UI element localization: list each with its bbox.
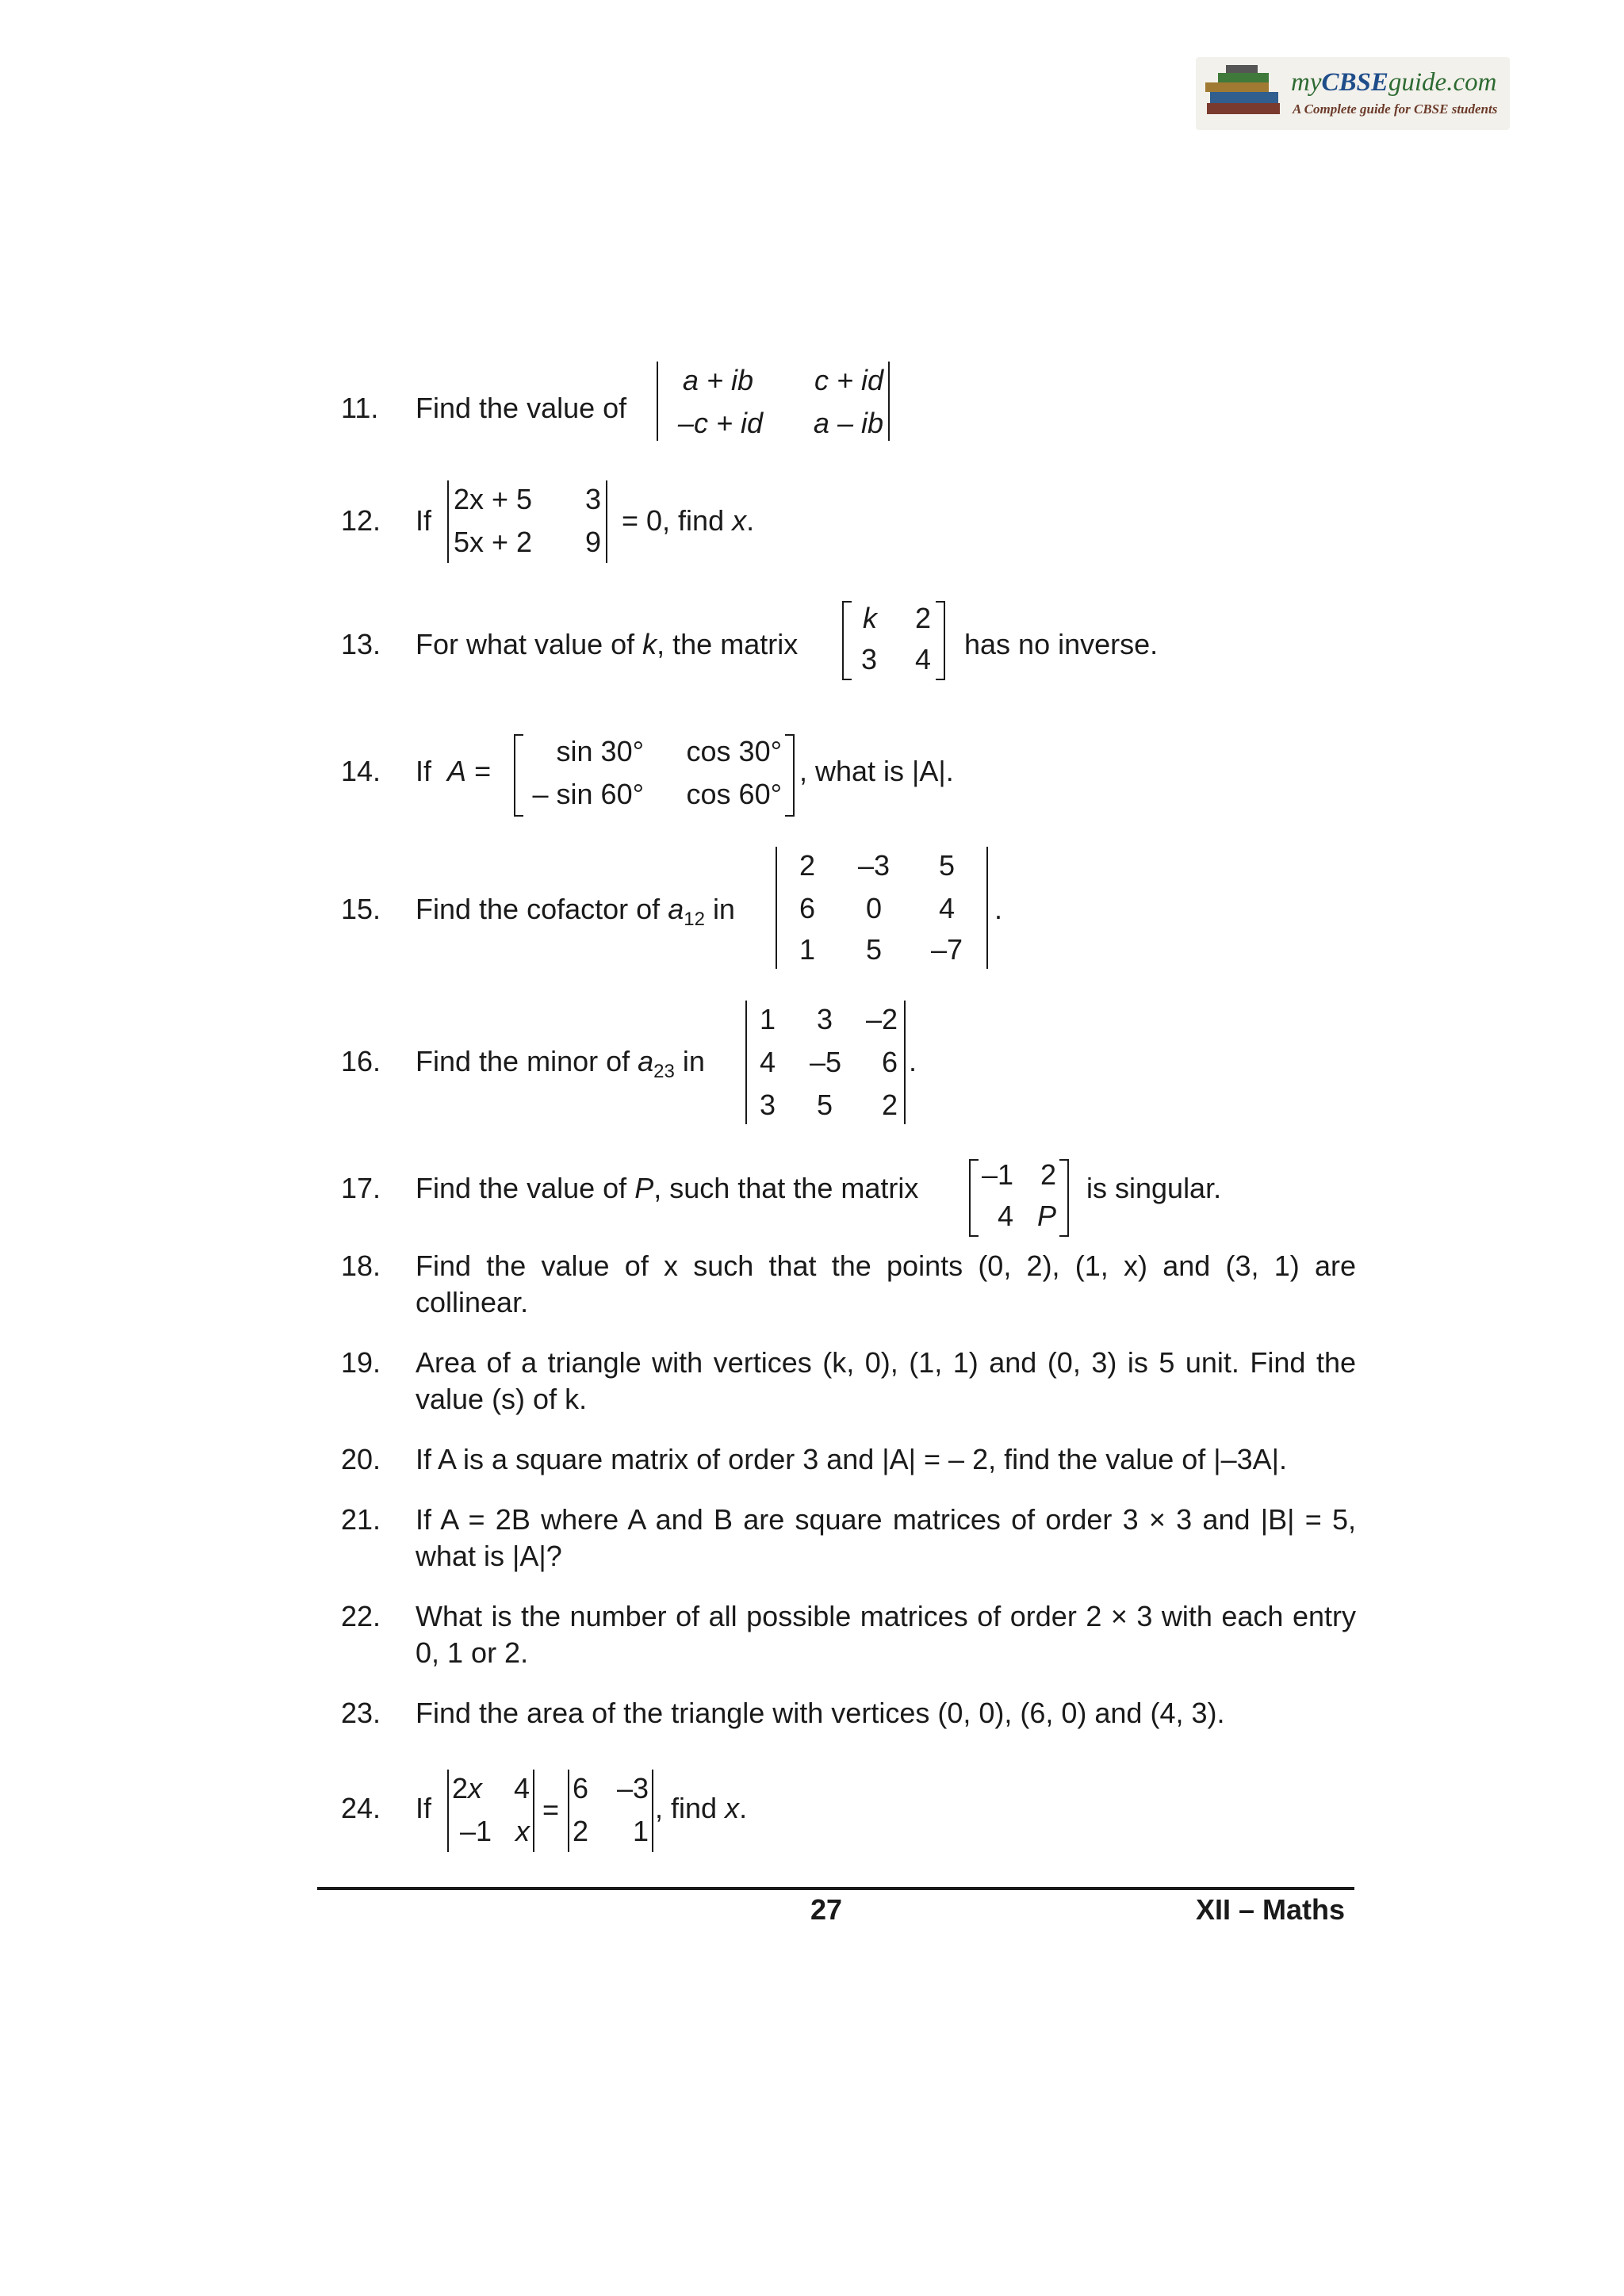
question-19-number: 19. xyxy=(341,1346,381,1379)
question-17-text: Find the value of P, such that the matrix xyxy=(416,1172,919,1204)
question-15-text: Find the cofactor of $a_{12}$ in xyxy=(416,893,735,931)
cell: 2x xyxy=(452,1772,483,1804)
question-24-equals: = xyxy=(542,1793,560,1826)
question-13-text: For what value of k, the matrix xyxy=(416,628,799,660)
question-24-number: 24. xyxy=(341,1792,381,1824)
question-21-number: 21. xyxy=(341,1503,381,1536)
question-18-text: Find the value of x such that the points (0, 2), (1, x) and (3, 1) are collinear. xyxy=(416,1249,1356,1318)
question-12-number: 12. xyxy=(341,504,381,537)
question-13-number: 13. xyxy=(341,628,381,660)
question-19-text: Area of a triangle with vertices (k, 0), (1, 1) and (0, 3) is 5 unit. Find the value (s) of k. xyxy=(416,1346,1356,1415)
page-number: 27 xyxy=(810,1893,843,1926)
question-15-period: . xyxy=(994,893,1003,925)
question-15-number: 15. xyxy=(341,893,381,925)
question-17-number: 17. xyxy=(341,1172,381,1204)
question-20-text: If A is a square matrix of order 3 and |A| = – 2, find the value of |–3A|. xyxy=(416,1443,1288,1475)
question-22-number: 22. xyxy=(341,1600,381,1632)
question-21-text: If A = 2B where A and B are square matrices of order 3 × 3 and |B| = 5, what is |A|? xyxy=(416,1503,1356,1572)
site-logo xyxy=(1196,57,1510,130)
question-12-tail: = 0, find x. xyxy=(622,504,755,537)
question-14-number: 14. xyxy=(341,755,381,787)
question-13-tail: has no inverse. xyxy=(964,628,1159,660)
footer-title: XII – Maths xyxy=(1196,1893,1346,1926)
question-14-tail: , what is |A|. xyxy=(799,755,954,787)
question-16-period: . xyxy=(909,1045,917,1077)
question-22-text: What is the number of all possible matrices of order 2 × 3 with each entry 0, 1 or 2. xyxy=(416,1600,1356,1669)
question-23-number: 23. xyxy=(341,1697,381,1729)
question-14-lhs: If A = xyxy=(416,755,492,787)
books-stack-icon xyxy=(1202,62,1288,125)
question-12-if: If xyxy=(416,504,432,537)
question-11-number: 11. xyxy=(341,392,379,424)
question-16-text: Find the minor of $a_{23}$ in xyxy=(416,1045,705,1083)
question-24-tail: , find x. xyxy=(655,1792,748,1824)
question-18-number: 18. xyxy=(341,1249,381,1282)
logo-tagline: A Complete guide for CBSE students xyxy=(1293,101,1498,117)
question-17-tail: is singular. xyxy=(1086,1172,1222,1204)
question-11-text: Find the value of xyxy=(416,392,627,424)
question-23-text: Find the area of the triangle with vertices (0, 0), (6, 0) and (4, 3). xyxy=(416,1697,1225,1729)
question-16-number: 16. xyxy=(341,1045,381,1077)
logo-brand: myCBSEguide.com xyxy=(1291,68,1497,97)
question-20-number: 20. xyxy=(341,1443,381,1475)
question-24-if: If xyxy=(416,1792,432,1824)
footer-rule xyxy=(317,1887,1354,1890)
